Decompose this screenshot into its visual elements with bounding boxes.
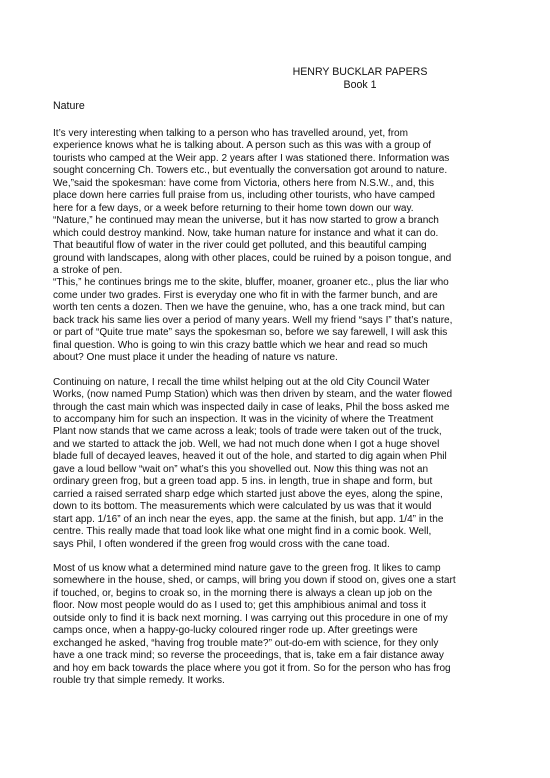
document-header <box>255 66 465 92</box>
text-line: through the cast main which was inspected daily in case of leaks, Phil the boss asked me <box>53 401 450 413</box>
collection-title: HENRY BUCKLAR PAPERS <box>292 66 428 78</box>
text-line: here for a few days, or a week before returning to their home town down our way. <box>53 202 414 214</box>
text-line: floor. Now most people would do as I used to; get this amphibious animal and toss it <box>53 600 427 612</box>
text-line: We,”said the spokesman: have come from Victoria, others here from N.S.W., and, this <box>53 177 435 189</box>
text-line: or part of “Quite true mate” says the spokesman so, before we say farewell, I will ask this <box>53 327 448 339</box>
text-line: back track his same lies over a period of many years. Well my friend “says I” that’s nature, <box>53 314 453 326</box>
text-line: sought concerning Ch. Towers etc., but eventually the conversation got around to nature. <box>53 165 448 177</box>
text-line: and we started to attack the job. Well, we had not much done when I got a huge shovel <box>53 438 440 450</box>
paragraph <box>53 377 508 551</box>
text-line: camps once, when a happy-go-lucky coloured ringer rode up. After greetings were <box>53 625 418 637</box>
text-line: That beautiful flow of water in the river could get polluted, and this beautiful camping <box>53 240 427 252</box>
text-line: “Nature,” he continued may mean the universe, but it has now started to grow a branch <box>53 215 439 227</box>
text-line: rouble try that simple remedy. It works. <box>53 675 225 687</box>
text-line: exchanged he asked, “having frog trouble mate?” out-do-em with science, for they only <box>53 637 439 649</box>
text-line: outside only to find it is back next morning. I was carrying out this procedure in one of my <box>53 612 448 624</box>
text-line: Works, (now named Pump Station) which was then driven by steam, and the water flowed <box>53 389 453 401</box>
text-line: tourists who camped at the Weir app. 2 years after I was stationed there. Information was <box>53 152 450 164</box>
text-line: to accompany him for such an inspection. It was in the vicinity of where the Treatment <box>53 413 434 425</box>
text-line: ground with landscapes, along with other places, could be ruined by a poison tongue, and <box>53 252 452 264</box>
text-line: Most of us know what a determined mind nature gave to the green frog. It likes to camp <box>53 562 441 574</box>
text-line: “This,” he continues brings me to the skite, bluffer, moaner, groaner etc., plus the liar who <box>53 277 449 289</box>
text-line: have a one track mind; so reverse the proceedings, that is, take em a fair distance away <box>53 650 444 662</box>
text-line: carried a raised serrated sharp edge which started just above the eyes, along the spine, <box>53 488 443 500</box>
text-line: somewhere in the house, shed, or camps, will bring you down if stood on, gives one a start <box>53 575 456 587</box>
text-line: centre. This really made that toad look like what one might find in a comic book. Well, <box>53 526 432 538</box>
text-line: blade full of decayed leaves, heaved it out of the hole, and started to dig again when Phil <box>53 451 447 463</box>
text-line: experience knows what he is talking about. A person such as this was with a group of <box>53 140 432 152</box>
text-line: start app. 1/16” of an inch near the eyes, app. the same at the finish, but app. 1/4” in the <box>53 513 444 525</box>
text-line: down to its bottom. The measurements which were calculated by us was that it would <box>53 501 432 513</box>
text-line: a stroke of pen. <box>53 264 123 276</box>
text-line: ordinary green frog, but a green toad app. 5 ins. in length, true in shape and form, but <box>53 476 433 488</box>
text-line: place down here carries full praise from us, including other tourists, who have camped <box>53 190 435 202</box>
paragraph-gap <box>53 551 508 563</box>
text-line: about? One must place it under the heading of nature vs nature. <box>53 352 338 364</box>
body-text <box>53 128 508 687</box>
text-line: Continuing on nature, I recall the time whilst helping out at the old City Council Water <box>53 376 430 388</box>
paragraph <box>53 128 508 365</box>
text-line: gave a loud bellow “wait on” what’s this you shovelled out. Now this thing was not an <box>53 463 429 475</box>
text-line: says Phil, I often wondered if the green frog would cross with the cane toad. <box>53 538 390 550</box>
text-line: It’s very interesting when talking to a person who has travelled around, yet, from <box>53 128 408 139</box>
section-title: Nature <box>53 100 85 112</box>
text-line: which could destroy mankind. Now, take human nature for instance and what it can do. <box>53 227 439 239</box>
text-line: final question. Who is going to win this crazy battle which we hear and read so much <box>53 339 428 351</box>
text-line: come under two grades. First is everyday one who fit in with the farmer bunch, and are <box>53 289 438 301</box>
text-line: if touched, or, begins to croak so, in the morning there is always a clean up job on the <box>53 587 433 599</box>
paragraph <box>53 563 508 688</box>
text-line: worth ten cents a dozen. Then we have the genuine, who, has a one track mind, but can <box>53 302 445 314</box>
paragraph-gap <box>53 365 508 377</box>
text-line: and hoy em back towards the place where you got it from. So for the person who has frog <box>53 662 451 674</box>
text-line: Plant now stands that we came across a leak; tools of trade were taken out of the truck, <box>53 426 442 438</box>
book-number: Book 1 <box>343 79 377 91</box>
